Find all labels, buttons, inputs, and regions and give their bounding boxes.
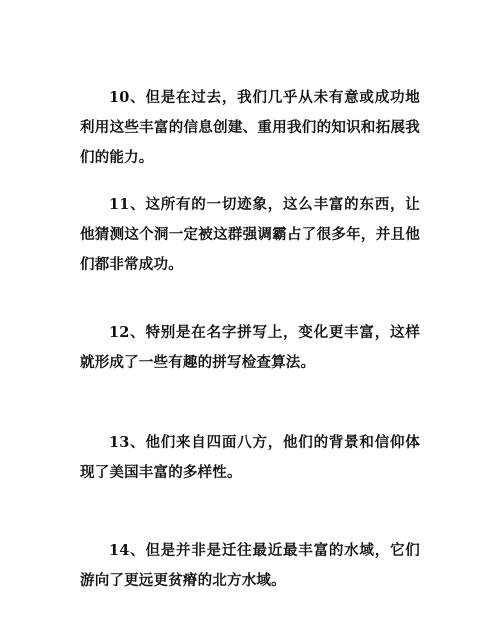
sentence-13: 13、他们来自四面八方，他们的背景和信仰体现了美国丰富的多样性。 [80,434,420,481]
sentence-10: 10、但是在过去，我们几乎从未有意或成功地利用这些丰富的信息创建、重用我们的知识和拓展我们的能力。 [80,89,420,166]
sentence-14: 14、但是并非是迁往最近最丰富的水域，它们游向了更远更贫瘠的北方水域。 [80,542,420,589]
sentence-11: 11、这所有的一切迹象，这么丰富的东西，让他猜测这个洞一定被这群强调霸占了很多年，并且他们都非常成功。 [80,196,420,273]
sentence-12: 12、特别是在名字拼写上，变化更丰富，这样就形成了一些有趣的拼写检查算法。 [80,324,420,371]
